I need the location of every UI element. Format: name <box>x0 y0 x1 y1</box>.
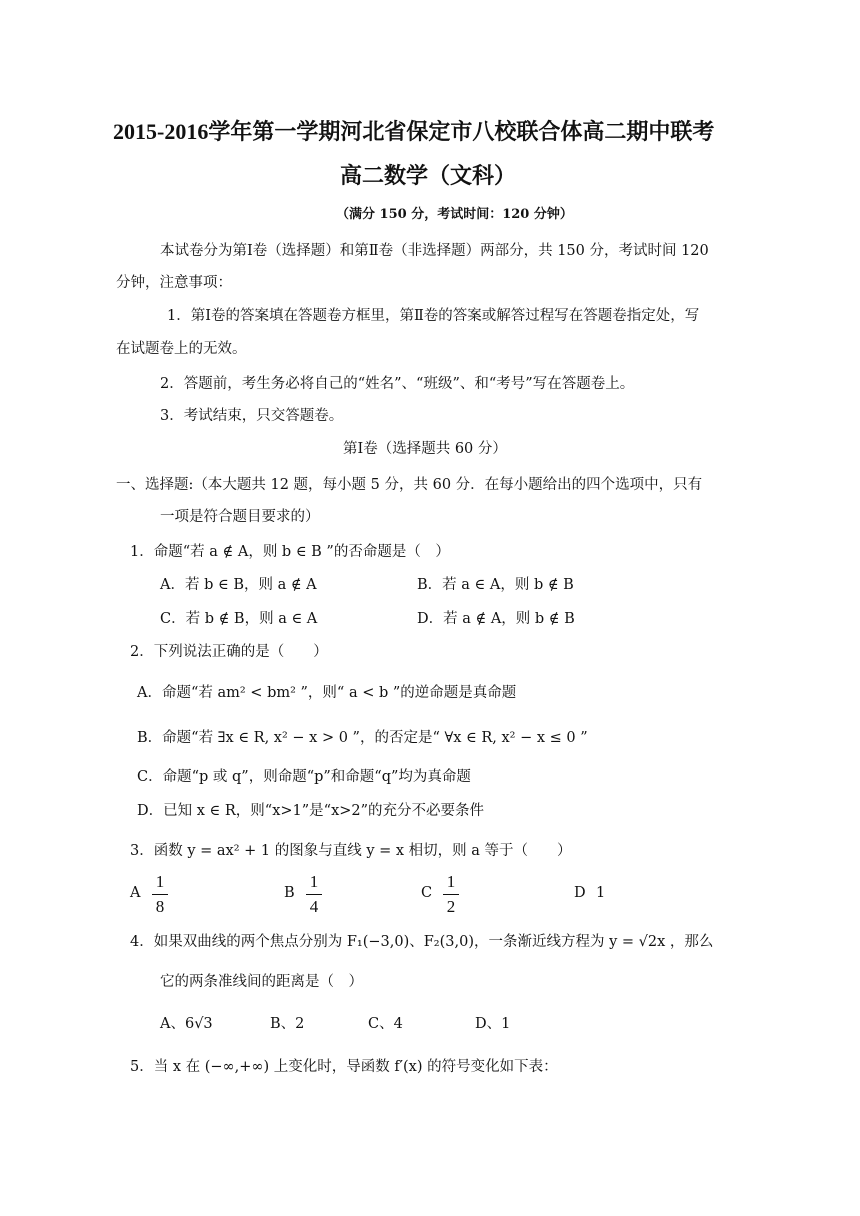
question-2-stem: 2．下列说法正确的是（ ） <box>130 644 328 660</box>
question-4-option-c: C、4 <box>368 1016 403 1032</box>
question-1-option-c: C．若 b ∉ B，则 a ∈ A <box>160 611 318 627</box>
question-4-option-a: A、6√3 <box>160 1016 213 1032</box>
question-3-option-a-letter: A <box>130 885 141 901</box>
question-1-stem: 1．命题“若 a ∉ A，则 b ∈ B ”的否命题是（ ） <box>130 544 450 560</box>
intro-paragraph-line1: 本试卷分为第Ⅰ卷（选择题）和第Ⅱ卷（非选择题）两部分，共 150 分，考试时间 120 <box>160 243 709 259</box>
question-2-option-d: D．已知 x ∈ R，则“x>1”是“x>2”的充分不必要条件 <box>137 803 485 819</box>
question-3-option-c-fraction <box>443 872 459 917</box>
question-3-option-b-letter: B <box>284 885 295 901</box>
question-4-option-b: B、2 <box>270 1016 305 1032</box>
note-1-line1: 1．第Ⅰ卷的答案填在答题卷方框里，第Ⅱ卷的答案或解答过程写在答题卷指定处，写 <box>167 308 700 324</box>
fraction-bar <box>306 894 322 895</box>
question-5-stem: 5．当 x 在 (−∞,+∞) 上变化时，导函数 f′(x) 的符号变化如下表： <box>130 1059 558 1075</box>
question-3-stem: 3．函数 y = ax² + 1 的图象与直线 y = x 相切，则 a 等于（ ） <box>130 843 572 859</box>
fraction-bar <box>152 894 168 895</box>
exam-title-line1: 2015-2016学年第一学期河北省保定市八校联合体高二期中联考 <box>113 119 715 144</box>
question-3-option-c-letter: C <box>421 885 433 901</box>
question-2-option-b: B．命题“若 ∃x ∈ R, x² − x > 0 ”，的否定是“ ∀x ∈ R, x² − x ≤ 0 ” <box>137 730 588 746</box>
question-4-option-d: D、1 <box>475 1016 511 1032</box>
fraction-numerator: 1 <box>446 872 456 891</box>
question-4-stem-line2: 它的两条准线间的距离是（ ） <box>160 974 363 990</box>
exam-title-line2: 高二数学（文科） <box>340 163 517 188</box>
fraction-denominator: 8 <box>155 897 165 916</box>
question-3-option-d-value: 1 <box>596 885 606 901</box>
question-2-option-a: A．命题“若 am² < bm² ”，则“ a < b ”的逆命题是真命题 <box>137 685 517 701</box>
question-3-option-a-fraction <box>152 872 168 917</box>
question-1-option-b: B．若 a ∈ A，则 b ∉ B <box>417 577 574 593</box>
fraction-denominator: 4 <box>309 897 319 916</box>
section-1-heading: 第Ⅰ卷（选择题共 60 分） <box>343 441 507 457</box>
section-1-instruction-line1: 一、选择题:（本大题共 12 题，每小题 5 分，共 60 分．在每小题给出的四个选项中，只有 <box>116 477 703 493</box>
exam-subtitle: （满分 150 分，考试时间：120 分钟） <box>336 207 573 222</box>
question-3-option-d-letter: D <box>574 885 586 901</box>
note-1-line2: 在试题卷上的无效。 <box>116 341 247 357</box>
question-4-stem-line1: 4．如果双曲线的两个焦点分别为 F₁(−3,0)、F₂(3,0)，一条渐近线方程为 y = √2x ，那么 <box>130 934 714 950</box>
intro-paragraph-line2: 分钟，注意事项： <box>116 275 232 291</box>
fraction-denominator: 2 <box>446 897 456 916</box>
question-1-option-a: A．若 b ∈ B，则 a ∉ A <box>160 577 317 593</box>
question-1-option-d: D．若 a ∉ A，则 b ∉ B <box>417 611 575 627</box>
question-2-option-c: C．命题“p 或 q”，则命题“p”和命题“q”均为真命题 <box>137 769 471 785</box>
fraction-numerator: 1 <box>309 872 319 891</box>
question-3-option-b-fraction <box>306 872 322 917</box>
note-2: 2．答题前，考生务必将自己的“姓名”、“班级”、和“考号”写在答题卷上。 <box>160 376 635 392</box>
fraction-bar <box>443 894 459 895</box>
fraction-numerator: 1 <box>155 872 165 891</box>
section-1-instruction-line2: 一项是符合题目要求的） <box>160 509 320 525</box>
note-3: 3．考试结束，只交答题卷。 <box>160 408 344 424</box>
